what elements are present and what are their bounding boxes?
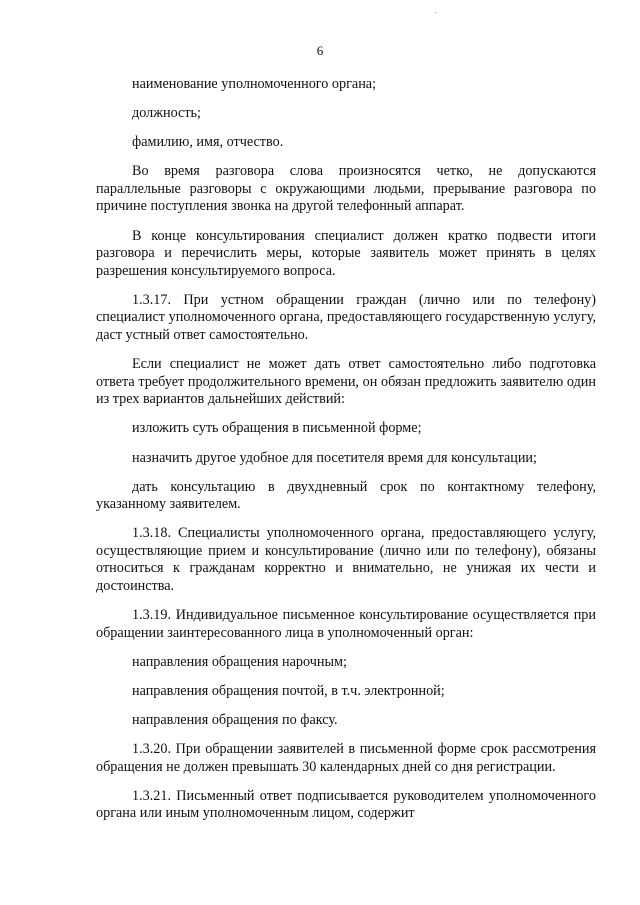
scan-speck [435, 12, 436, 13]
paragraph-7: Если специалист не может дать ответ самостоятельно либо подготовка ответа требует продолжительного времени, он обязан предложить заявителю один из трех вариантов дальнейших действий: [96, 356, 596, 408]
paragraph-10: дать консультацию в двухдневный срок по контактному телефону, указанному заявителем. [96, 478, 596, 513]
paragraph-11: 1.3.18. Специалисты уполномоченного органа, предоставляющего услугу, осуществляющие прием и консультирование (лично или по телефону), обязаны относиться к гражданам корректно и внимательно, не унижая их чести и достоинства. [96, 525, 596, 595]
page-body [96, 76, 596, 823]
paragraph-13: направления обращения нарочным; [132, 653, 347, 670]
paragraph-15: направления обращения по факсу. [132, 712, 338, 729]
paragraph-14: направления обращения почтой, в т.ч. электронной; [132, 682, 445, 699]
paragraph-3: фамилию, имя, отчество. [132, 134, 284, 151]
paragraph-8: изложить суть обращения в письменной форме; [132, 420, 422, 437]
page-number: 6 [316, 43, 324, 58]
paragraph-17: 1.3.21. Письменный ответ подписывается руководителем уполномоченного органа или иным уполномоченным лицом, содержит [96, 787, 596, 822]
paragraph-1: наименование уполномоченного органа; [132, 76, 377, 92]
paragraph-2: должность; [132, 105, 201, 122]
paragraph-4: Во время разговора слова произносятся четко, не допускаются параллельные разговоры с окружающими людьми, прерывание разговора по причине поступления звонка на другой телефонный аппарат. [96, 163, 596, 215]
paragraph-6: 1.3.17. При устном обращении граждан (лично или по телефону) специалист уполномоченного органа, предоставляющего государственную услугу, даст устный ответ самостоятельно. [96, 291, 596, 344]
paragraph-12: 1.3.19. Индивидуальное письменное консультирование осуществляется при обращении заинтересованного лица в уполномоченный орган: [96, 607, 596, 641]
paragraph-16: 1.3.20. При обращении заявителей в письменной форме срок рассмотрения обращения не должен превышать 30 календарных дней со дня регистрации. [96, 741, 596, 775]
paragraph-9: назначить другое удобное для посетителя время для консультации; [132, 449, 537, 466]
paragraph-5: В конце консультирования специалист должен кратко подвести итоги разговора и перечислить меры, которые заявитель может принять в целях разрешения консультируемого вопроса. [96, 227, 596, 279]
